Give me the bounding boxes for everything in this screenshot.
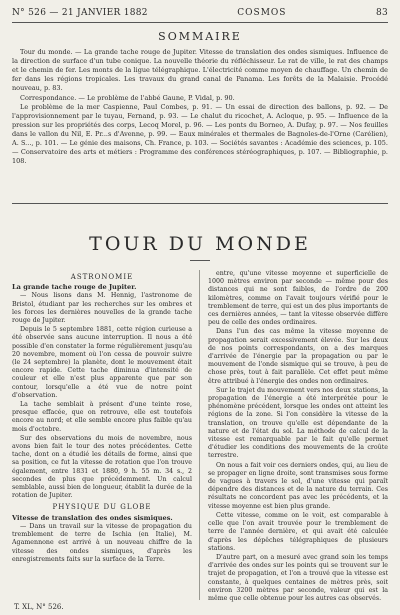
article-paragraph: Sur des observations du mois de novembre, nous avons bien fait le tour des notes précédentes. Cette tache, dont on a étudié les détails de forme, ainsi que sa position, ce fut la vitesse de rotation que l'on trouve également, entre 1831 et 1880, 9 h. 55 m. 34 s., 2 secondes de plus que précédemment. Un calcul semblable, aussi bien de longueur, établit la durée de la rotation de Jupiter. [12, 434, 192, 500]
right-column [208, 270, 388, 610]
page-number: 83 [375, 8, 388, 18]
page-header [12, 6, 388, 20]
section-main-title: TOUR DU MONDE [89, 233, 311, 255]
article-paragraph: La tache semblait à présent d'une teinte rose, presque effacée, que on retrouve, elle est toutefois encore au nord; et elle semble encore plus faible qu'au mois d'octobre. [12, 401, 192, 433]
section-heading: PHYSIQUE DU GLOBE [52, 503, 152, 512]
article-title: La grande tache rouge de Jupiter. [12, 283, 137, 292]
column-divider [199, 270, 200, 600]
sommaire-paragraph: Correspondance. — Le problème de l'abbé Gaune, P. Vidal, p. 90. [20, 93, 235, 102]
article-title: Vitesse de translation des ondes sismiques. [12, 513, 173, 522]
article-paragraph: — Nous lisons dans M. Hennig, l'astronome de Bristol, étudiant par les recherches sur les ombres et les forces les dernières nouvelles de la grande tache rouge de Jupiter. [12, 292, 192, 325]
left-column [12, 270, 192, 610]
sommaire-rule [12, 203, 388, 204]
article-paragraph: On nous a fait voir ces derniers ondes, qui, au lieu de se propager en ligne droite, sont transmises sous forme de vagues à travers le sol, d'une vitesse qui paraît dépendre des distances et de la nature du terrain. Ces résultats ne concordent pas avec les précédents, et la vitesse moyenne est bien plus grande. [208, 461, 388, 510]
title-rule [190, 260, 210, 261]
article-paragraph: Cette vitesse, comme on le voit, est comparable à celle que l'on avait trouvée pour le tremblement de terre de l'année dernière, et qui avait été calculée d'après les dépêches télégraphiques de plusieurs stations. [208, 511, 388, 552]
sommaire-paragraph: Tour du monde. — La grande tache rouge de Jupiter. Vitesse de translation des ondes sismiques. Influence de la direction de surface d'un tube conique. La nouvelle théorie du réfléchisseur. Le rat de ville, le rat des champs et le chemin de fer. Les monts de la ligue télégraphique. L'électricité comme moyen de chauffage. Un chemin de fer dans les régions tropicales. Les travaux du grand canal de Panama. Les forêts de la Malaisie. Procédé nouveau, p. 83. [12, 48, 388, 92]
sommaire-title: SOMMAIRE [158, 30, 242, 43]
article-paragraph: D'autre part, on a mesuré avec grand soin les temps d'arrivée des ondes sur les points qui se trouvent sur le trajet de propagation, et l'on a trouvé que la vitesse est constante, à quelques centaines de mètres près, soit environ 3200 mètres par seconde, valeur qui est la même que celle obtenue pour les autres cas observés. [208, 553, 388, 602]
sommaire-body [12, 48, 388, 198]
article-paragraph: Dans l'un des cas même la vitesse moyenne de propagation serait excessivement élevée. Sur les deux de nos points correspondants, on a des marques d'arrivée de l'énergie par la propagation ou par le mouvement de l'onde sismique qui se trouve, à peu de chose près, tout à fait parallèle. Cet effet peut même être attribué à l'énergie des ondes non ordinaires. [208, 328, 388, 385]
article-paragraph: Sur le trajet du mouvement vers nos deux stations, la propagation de l'énergie a été interprétée pour le phénomène précédent, lorsque les ondes ont atteint les régions de la zone. Si l'on considère la vitesse de la translation, on trouve qu'elle est dépendante de la nature et de l'état du sol. La méthode de calcul de la vitesse est remarquable par le fait qu'elle permet d'étudier les conditions des mouvements de la croûte terrestre. [208, 386, 388, 460]
header-rule [12, 22, 388, 23]
sommaire-paragraph: Le problème de la mer Caspienne, Paul Combes, p. 91. — Un essai de direction des ballons, p. 92. — De l'approvisionnement par le tuyau, Fernand, p. 93. — Le chalut du ricochet, A. Acloque, p. 95. — Influence de la pression sur les propriétés des corps, Lecoq Morel, p. 96. — Les ponts du Borneo, A. Dufay, p. 97. — Nos feuilles dans le vallon du Nil, E. Pr...s d'Avenne, p. 99. — Eaux minérales et thermales de Bagnoles-de-l'Orne (Carélien), A. S..., p. 101. — Le génie des maisons, Ch. France, p. 103. — Sociétés savantes : Académie des sciences, p. 105. — Conservatoire des arts et métiers : Programme des conférences stéréographiques, p. 107. — Bibliographie, p. 108. [12, 103, 388, 165]
section-heading: ASTRONOMIE [70, 273, 134, 281]
page-footer: T. XL, N° 526. [14, 603, 64, 611]
article-paragraph: — Dans un travail sur la vitesse de propagation du tremblement de terre de Ischia (en Italie), M. Agamennone est arrivé à un nouveau chiffre de la vitesse des ondes sismiques, d'après les enregistrements faits sur la surface de la Terre. [12, 522, 192, 563]
article-paragraph: entre, qu'une vitesse moyenne et superficielle de 1000 mètres environ par seconde — même pour des distances qui ne sont faibles, de l'ordre de 200 kilomètres, comme on l'avait toujours vérifié pour le tremblement de terre, qui est un des plus importants de ces dernières années, — tant la vitesse observée diffère peu de celle des ondes ordinaires. [208, 270, 388, 327]
article-paragraph: Depuis le 5 septembre 1881, cette région curieuse a été observée sans aucune interruption. Il nous a été possible d'en constater la forme régulièrement jusqu'au 20 novembre, moment où l'on cessa de pouvoir suivre (le 24 septembre) la planète, dont le mouvement était encore rapide. Cette tache diminua d'intensité de couleur et elle n'est plus apparente que par son contour, lorsqu'elle a été vue de notre point d'observation. [12, 326, 192, 399]
journal-name: COSMOS [237, 8, 287, 18]
issue-number: N° 526 — 21 JANVIER 1882 [12, 8, 148, 18]
